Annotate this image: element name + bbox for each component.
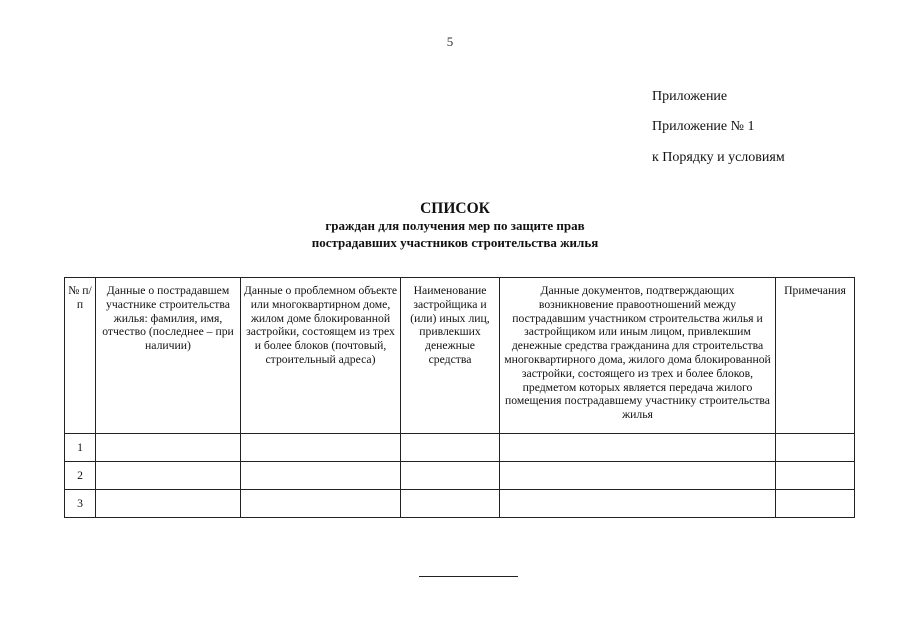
- table-cell: [401, 490, 500, 518]
- citizens-list-table: [64, 277, 855, 518]
- header-object-data: Данные о проблемном объекте или многоквартирном доме, жилом доме блокированной застройки, состоящем из трех и более блоков (почтовый, строительный адреса): [241, 278, 401, 434]
- table-cell: [500, 490, 776, 518]
- header-victim-data: Данные о пострадавшем участнике строительства жилья: фамилия, имя, отчество (последнее – при наличии): [96, 278, 241, 434]
- table-cell: [776, 434, 855, 462]
- page-number: 5: [446, 34, 454, 49]
- table-cell: [500, 462, 776, 490]
- table-cell: [241, 490, 401, 518]
- row-number: 3: [65, 490, 96, 518]
- table-cell: [776, 490, 855, 518]
- header-documents-data: Данные документов, подтверждающих возникновение правоотношений между пострадавшим участником строительства жилья и застройщиком или иным лицом, привлекшим денежные средства гражданина для строительства многоквартирного дома, жилого дома блокированной застройки, состоящего из трех и более блоков, предметом которых является передача жилого помещения пострадавшему участнику строительства жилья: [500, 278, 776, 434]
- document-subtitle-line2: пострадавших участников строительства жилья: [311, 235, 599, 250]
- table-row: [65, 462, 855, 490]
- table-header-row: [65, 278, 855, 434]
- row-number: 2: [65, 462, 96, 490]
- header-number: № п/п: [65, 278, 96, 434]
- footer-divider: [419, 576, 518, 577]
- table-row: [65, 434, 855, 462]
- annex-reference: к Порядку и условиям: [652, 150, 785, 165]
- table-cell: [96, 434, 241, 462]
- document-title: СПИСОК: [420, 200, 490, 217]
- header-developer-name: Наименование застройщика и (или) иных лиц, привлекших денежные средства: [401, 278, 500, 434]
- table-row: [65, 490, 855, 518]
- table-cell: [96, 462, 241, 490]
- table-cell: [500, 434, 776, 462]
- table-cell: [401, 462, 500, 490]
- row-number: 1: [65, 434, 96, 462]
- table-cell: [401, 434, 500, 462]
- header-notes: Примечания: [776, 278, 855, 434]
- annex-label: Приложение: [652, 89, 728, 104]
- annex-number: Приложение № 1: [652, 119, 755, 134]
- document-subtitle-line1: граждан для получения мер по защите прав: [325, 218, 585, 233]
- table-cell: [241, 434, 401, 462]
- table-cell: [241, 462, 401, 490]
- table-cell: [776, 462, 855, 490]
- table-cell: [96, 490, 241, 518]
